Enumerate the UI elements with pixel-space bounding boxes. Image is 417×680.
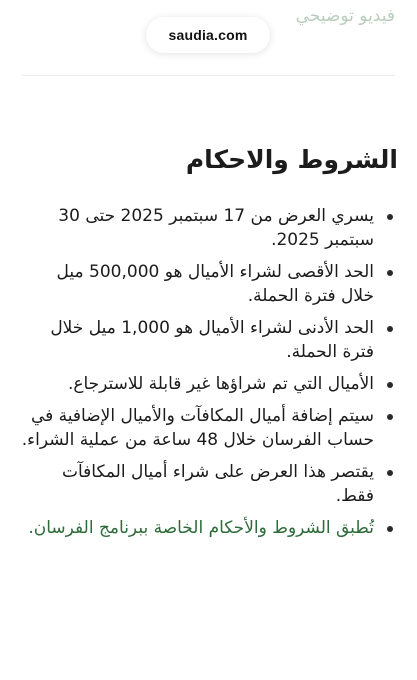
browser-top-bar (0, 0, 417, 76)
bullet-icon (387, 526, 393, 532)
header-divider (22, 75, 395, 76)
terms-item-max-miles (20, 260, 398, 308)
bullet-icon (387, 270, 393, 276)
terms-item-alfursan-terms-link[interactable] (20, 516, 398, 540)
terms-title: الشروط والاحكام (185, 145, 398, 174)
terms-item-crediting (20, 404, 398, 452)
bullet-icon (387, 382, 393, 388)
bullet-icon (387, 470, 393, 476)
terms-item-offer-period (20, 204, 398, 252)
bullet-icon (387, 214, 393, 220)
terms-item-min-miles (20, 316, 398, 364)
explainer-video-link[interactable]: فيديو توضيحي (295, 6, 395, 26)
terms-item-text: الأميال التي تم شراؤها غير قابلة للاسترجاع. (67, 374, 374, 394)
terms-item-text: يسري العرض من 17 سبتمبر 2025 حتى 30 سبتمبر 2025. (58, 206, 374, 250)
bullet-icon (387, 414, 393, 420)
bullet-icon (387, 326, 393, 332)
terms-item-non-refundable (20, 372, 398, 396)
terms-item-text: الحد الأدنى لشراء الأميال هو 1,000 ميل خلال فترة الحملة. (50, 318, 374, 362)
terms-item-reward-miles-only (20, 460, 398, 508)
terms-item-text[interactable]: تُطبق الشروط والأحكام الخاصة ببرنامج الفرسان. (28, 518, 374, 538)
terms-item-text: الحد الأقصى لشراء الأميال هو 500,000 ميل خلال فترة الحملة. (56, 262, 374, 306)
url-address-pill[interactable]: saudia.com (146, 17, 270, 53)
terms-item-text: سيتم إضافة أميال المكافآت والأميال الإضافية في حساب الفرسان خلال 48 ساعة من عملية الشراء. (21, 406, 374, 450)
terms-section (20, 142, 398, 548)
terms-item-text: يقتصر هذا العرض على شراء أميال المكافآت فقط. (61, 462, 374, 506)
terms-list (20, 204, 398, 540)
